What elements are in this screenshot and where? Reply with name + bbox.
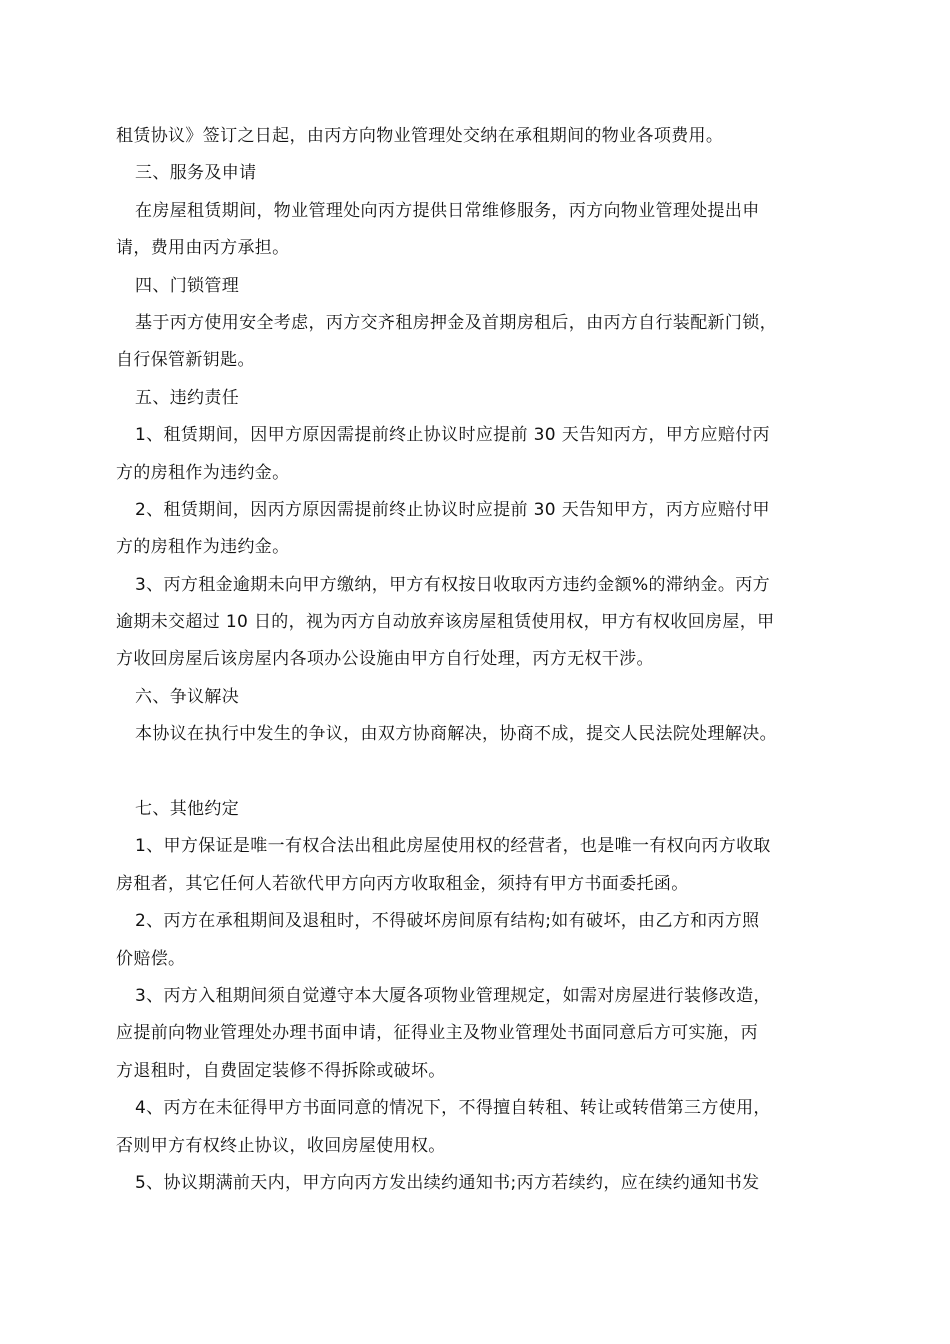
clause-line: 房租者，其它任何人若欲代甲方向丙方收取租金，须持有甲方书面委托函。 — [116, 873, 689, 894]
section-heading-lock-management: 四、门锁管理 — [135, 275, 240, 296]
clause-line: 5、协议期满前天内，甲方向丙方发出续约通知书;丙方若续约，应在续约通知书发 — [135, 1172, 760, 1193]
clause-line: 1、租赁期间，因甲方原因需提前终止协议时应提前 30 天告知丙方，甲方应赔付丙 — [135, 425, 770, 446]
paragraph-spacer — [116, 754, 842, 791]
section-heading-other-terms: 七、其他约定 — [135, 799, 240, 820]
paragraph-line: 租赁协议》签订之日起，由丙方向物业管理处交纳在承租期间的物业各项费用。 — [116, 126, 724, 146]
section-heading-services: 三、服务及申请 — [135, 163, 257, 184]
clause-line: 方的房租作为违约金。 — [116, 462, 290, 483]
paragraph-line: 在房屋租赁期间，物业管理处向丙方提供日常维修服务，丙方向物业管理处提出申 — [135, 200, 760, 221]
clause-line: 4、丙方在未征得甲方书面同意的情况下，不得擅自转租、转让或转借第三方使用， — [135, 1098, 771, 1119]
paragraph-line: 基于丙方使用安全考虑，丙方交齐租房押金及首期房租后，由丙方自行装配新门锁， — [135, 312, 777, 333]
document-body — [116, 118, 842, 1202]
clause-line: 1、甲方保证是唯一有权合法出租此房屋使用权的经营者，也是唯一有权向丙方收取 — [135, 836, 771, 857]
clause-line: 价赔偿。 — [116, 948, 186, 969]
paragraph-line: 本协议在执行中发生的争议，由双方协商解决，协商不成，提交人民法院处理解决。 — [135, 724, 777, 745]
clause-line: 逾期未交超过 10 日的，视为丙方自动放弃该房屋租赁使用权，甲方有权收回房屋，甲 — [116, 612, 775, 633]
clause-line: 否则甲方有权终止协议，收回房屋使用权。 — [116, 1135, 446, 1156]
paragraph-line: 请，费用由丙方承担。 — [116, 238, 290, 259]
clause-line: 应提前向物业管理处办理书面申请，征得业主及物业管理处书面同意后方可实施，丙 — [116, 1023, 758, 1044]
clause-line: 2、丙方在承租期间及退租时，不得破坏房间原有结构;如有破坏，由乙方和丙方照 — [135, 911, 760, 932]
clause-line: 方的房租作为违约金。 — [116, 537, 290, 558]
clause-line: 方收回房屋后该房屋内各项办公设施由甲方自行处理，丙方无权干涉。 — [116, 649, 654, 670]
paragraph-line: 自行保管新钥匙。 — [116, 350, 255, 371]
clause-line: 3、丙方租金逾期未向甲方缴纳，甲方有权按日收取丙方违约金额%的滞纳金。丙方 — [135, 574, 770, 595]
section-heading-breach-liability: 五、违约责任 — [135, 387, 240, 408]
clause-line: 2、租赁期间，因丙方原因需提前终止协议时应提前 30 天告知甲方，丙方应赔付甲 — [135, 499, 770, 520]
section-heading-dispute-resolution: 六、争议解决 — [135, 686, 240, 707]
clause-line: 3、丙方入租期间须自觉遵守本大厦各项物业管理规定，如需对房屋进行装修改造， — [135, 985, 771, 1006]
clause-line: 方退租时，自费固定装修不得拆除或破坏。 — [116, 1060, 446, 1081]
